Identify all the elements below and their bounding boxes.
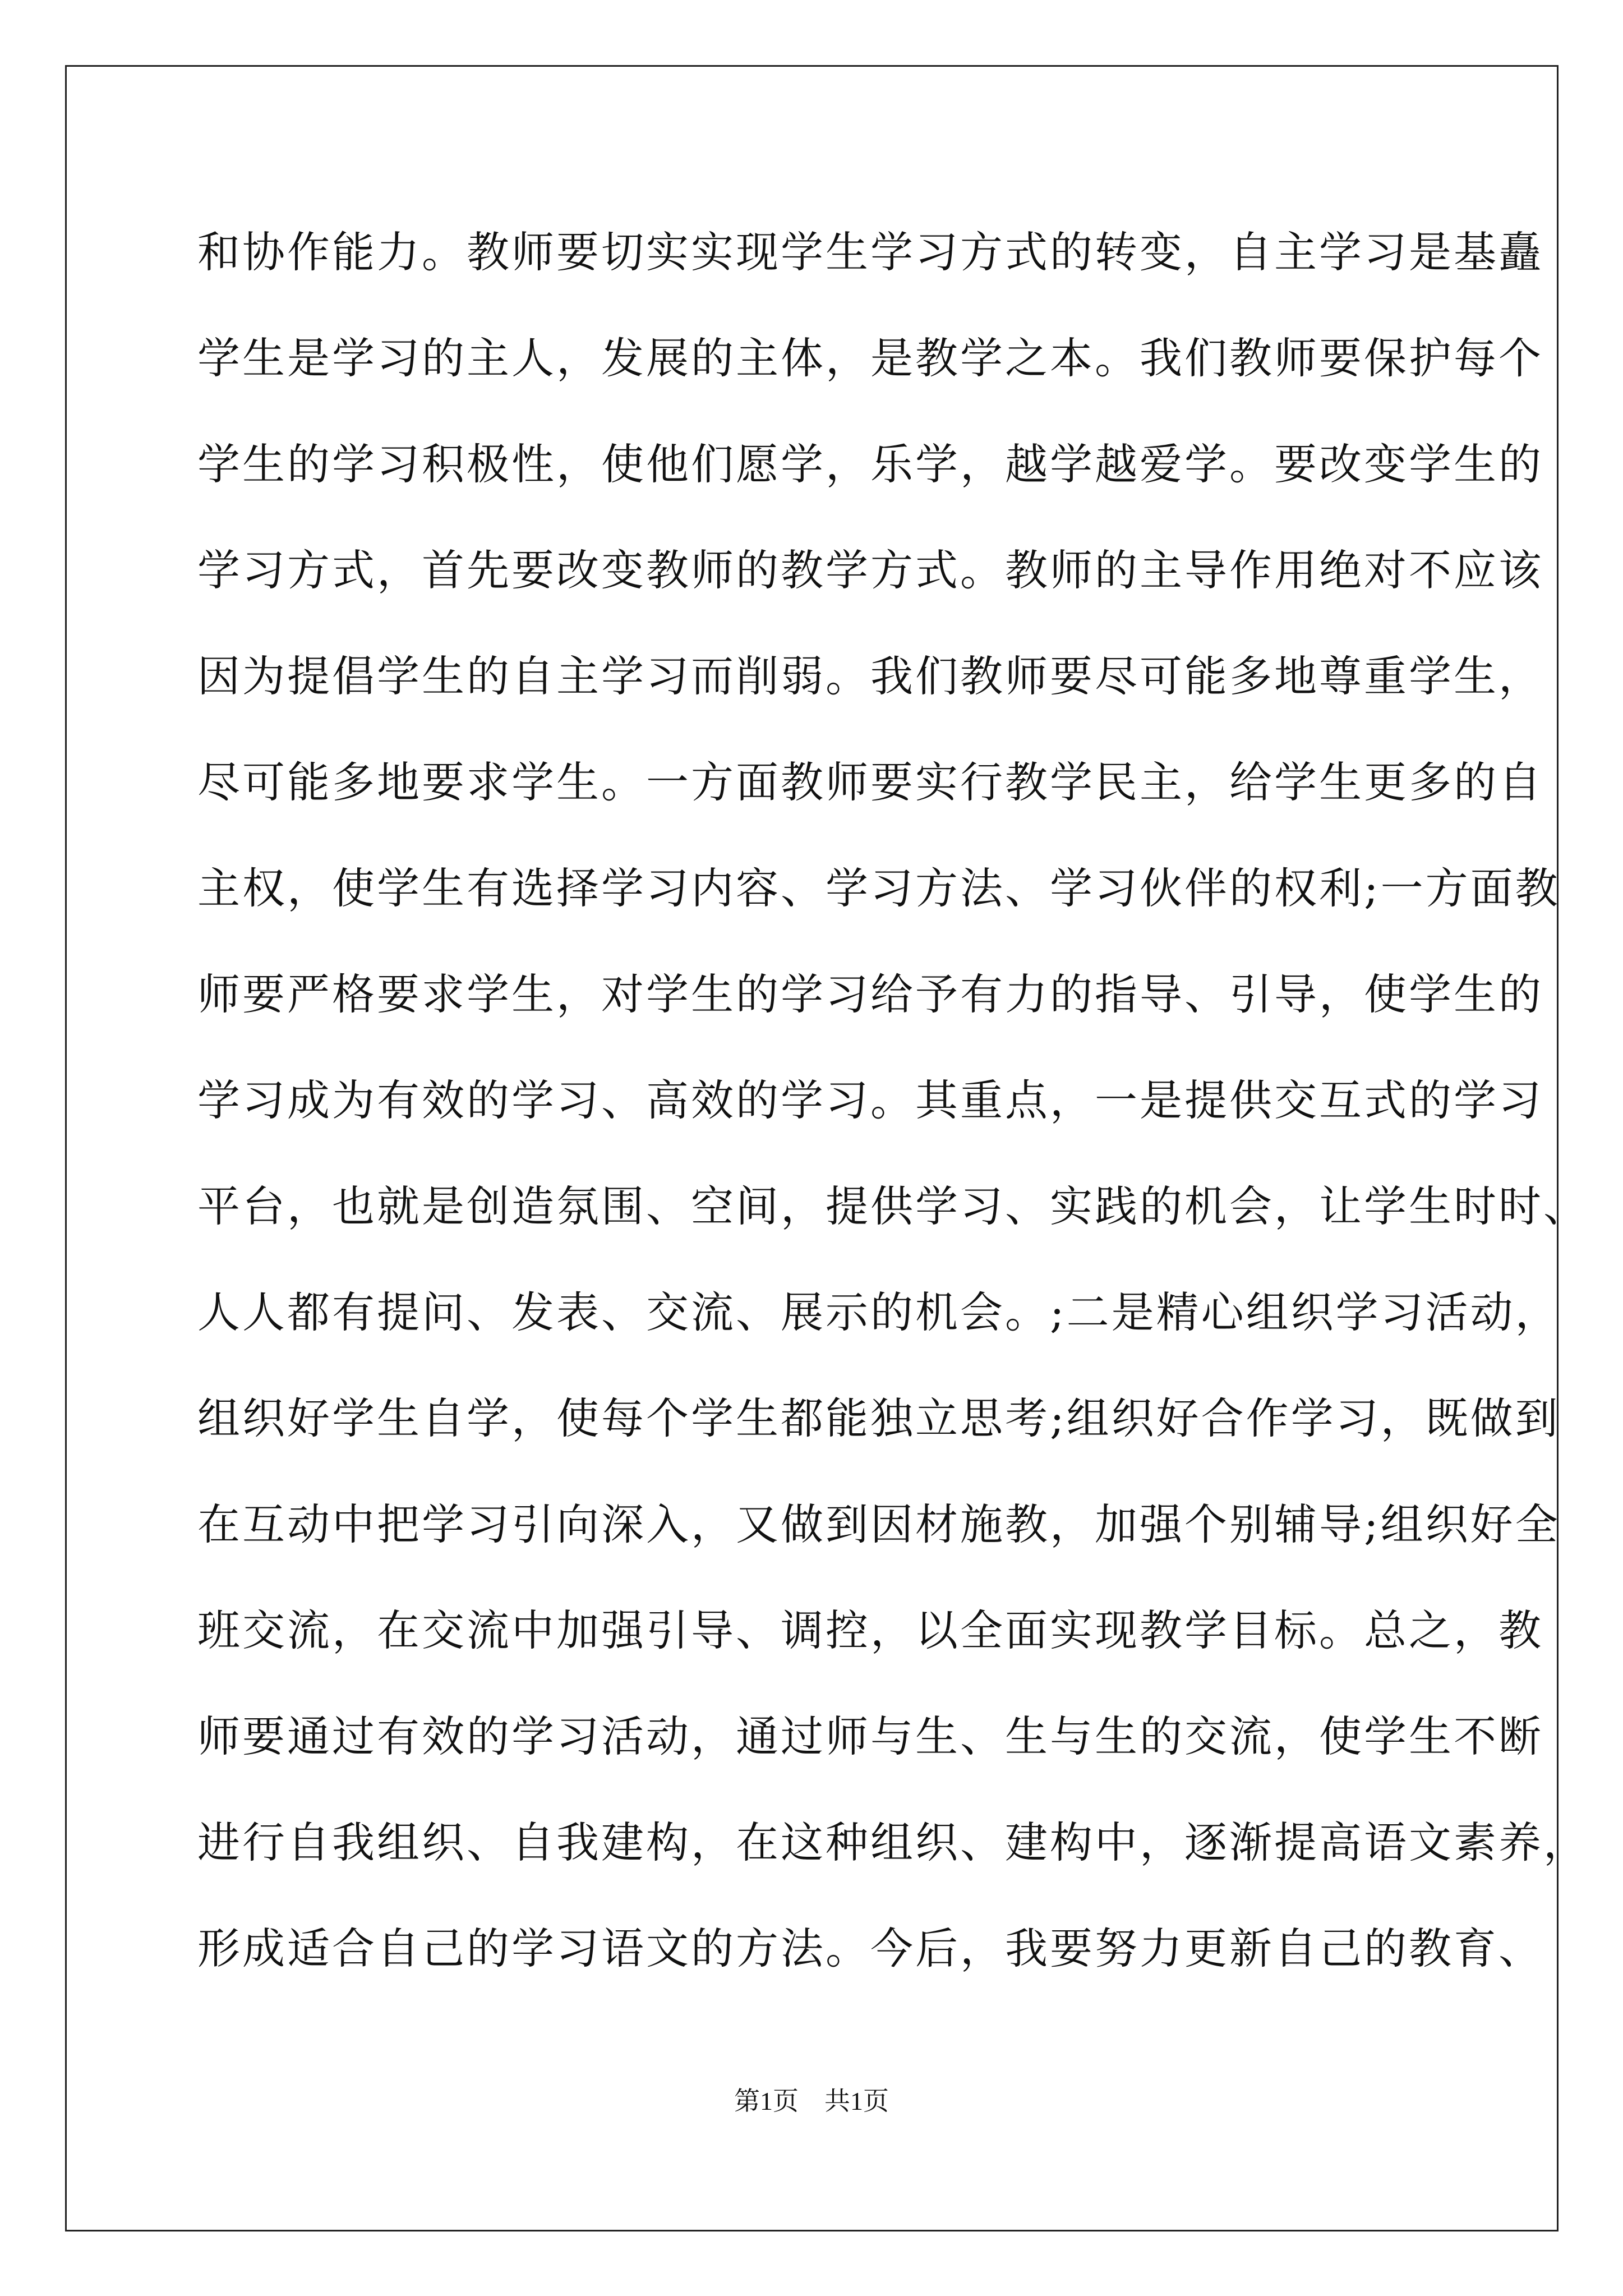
body-text xyxy=(197,219,1588,2021)
text-line: 学习方式，首先要改变教师的教学方式。教师的主导作用绝对不应该 xyxy=(197,545,1543,595)
text-line: 班交流，在交流中加强引导、调控，以全面实现教学目标。总之，教 xyxy=(197,1605,1543,1655)
text-line: 形成适合自己的学习语文的方法。今后，我要努力更新自己的教育、 xyxy=(197,1924,1543,1973)
page-footer: 第1页 共1页 xyxy=(734,2087,889,2115)
text-line: 学生的学习积极性，使他们愿学，乐学，越学越爱学。要改变学生的 xyxy=(197,439,1543,489)
text-line: 学生是学习的主人，发展的主体，是教学之本。我们教师要保护每个 xyxy=(197,333,1543,383)
text-line: 师要通过有效的学习活动，通过师与生、生与生的交流，使学生不断 xyxy=(197,1711,1543,1761)
text-line: 因为提倡学生的自主学习而削弱。我们教师要尽可能多地尊重学生， xyxy=(197,651,1543,701)
text-line: 和协作能力。教师要切实实现学生学习方式的转变，自主学习是基矗 xyxy=(197,227,1543,277)
text-line: 主权，使学生有选择学习内容、学习方法、学习伙伴的权利;一方面教 xyxy=(197,863,1560,913)
text-line: 平台，也就是创造氛围、空间，提供学习、实践的机会，让学生时时、 xyxy=(197,1181,1588,1231)
text-line: 人人都有提问、发表、交流、展示的机会。;二是精心组织学习活动， xyxy=(197,1287,1560,1337)
text-line: 组织好学生自学，使每个学生都能独立思考;组织好合作学习，既做到 xyxy=(197,1393,1560,1443)
text-line: 在互动中把学习引向深入，又做到因材施教，加强个别辅导;组织好全 xyxy=(197,1499,1560,1549)
text-line: 师要严格要求学生，对学生的学习给予有力的指导、引导，使学生的 xyxy=(197,969,1543,1019)
text-line: 学习成为有效的学习、高效的学习。其重点，一是提供交互式的学习 xyxy=(197,1075,1543,1125)
text-line: 进行自我组织、自我建构，在这种组织、建构中，逐渐提高语文素养， xyxy=(197,1818,1588,1867)
text-line: 尽可能多地要求学生。一方面教师要实行教学民主，给学生更多的自 xyxy=(197,757,1543,807)
